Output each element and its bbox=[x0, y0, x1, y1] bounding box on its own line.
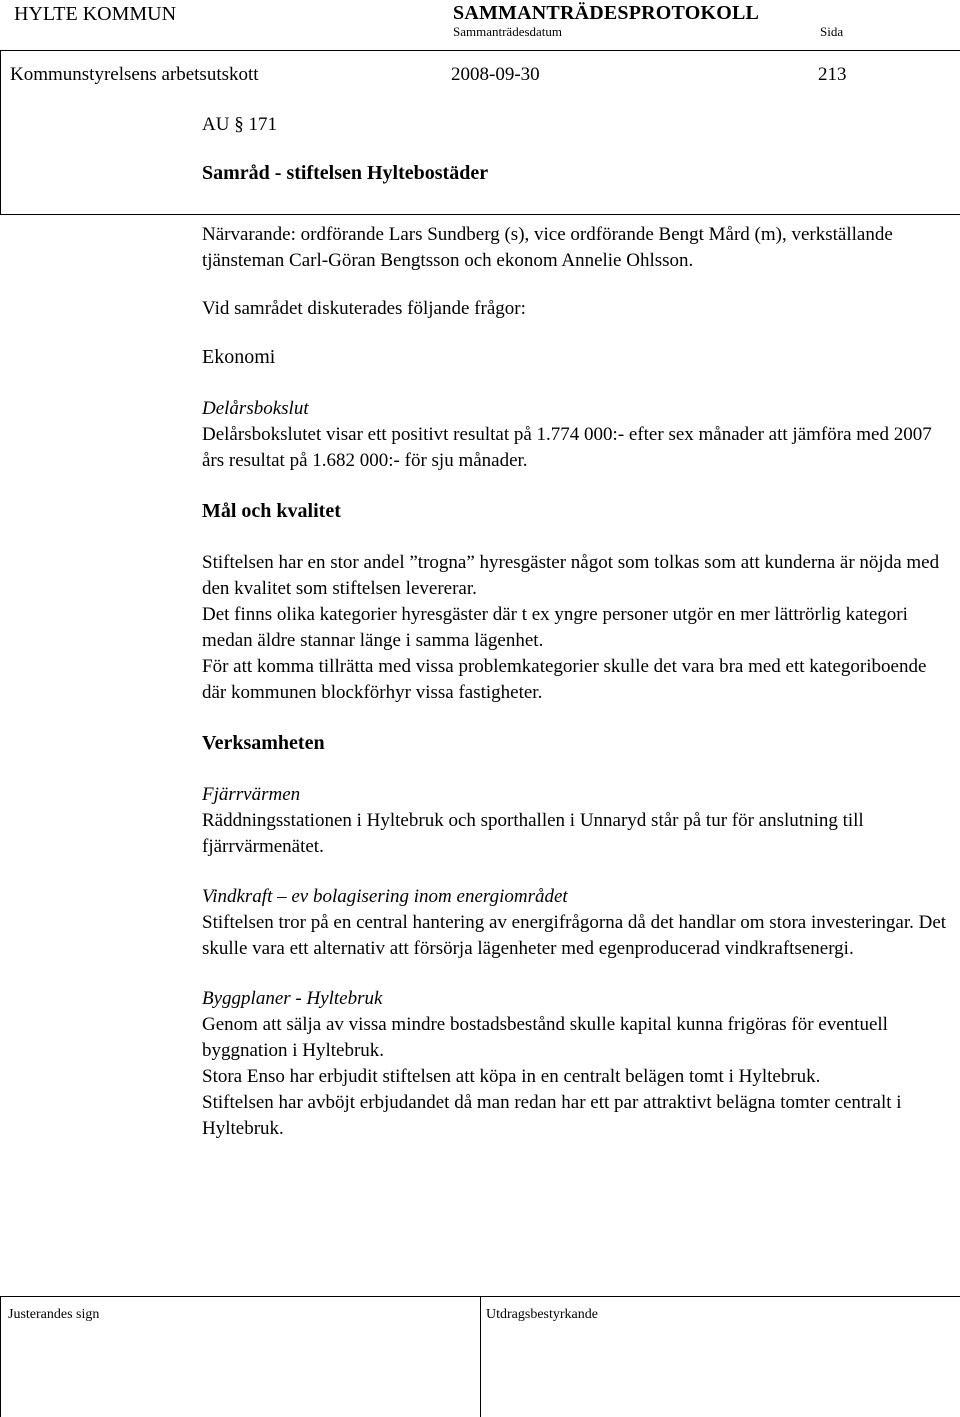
subheading-vindkraft: Vindkraft – ev bolagisering inom energiområdet bbox=[202, 886, 568, 907]
subheading-fjarrvarmen: Fjärrvärmen bbox=[202, 784, 301, 805]
paragraph-delarsbokslut: Delårsbokslutet visar ett positivt resultat på 1.774 000:- efter sex månader att jämföra med 2007 års resultat på 1.682 000:- för sju månader. bbox=[202, 424, 932, 471]
header-rule-top bbox=[0, 50, 960, 51]
footer-divider bbox=[480, 1296, 481, 1417]
paragraph-byggplaner-1: Genom att sälja av vissa mindre bostadsbestånd skulle kapital kunna frigöras för eventuell byggnation i Hyltebruk. bbox=[202, 1014, 888, 1061]
paragraph-vindkraft: Stiftelsen tror på en central hantering av energifrågorna då det handlar om stora investeringar. Det skulle vara ett alternativ att försörja lägenheter med egenproducerad vindkraftsenergi. bbox=[202, 912, 947, 959]
section-heading-verksamheten: Verksamheten bbox=[202, 732, 325, 754]
extract-certification-label: Utdragsbestyrkande bbox=[486, 1307, 598, 1322]
paragraph-byggplaner-2: Stora Enso har erbjudit stiftelsen att köpa in en centralt belägen tomt i Hyltebruk. bbox=[202, 1066, 821, 1087]
left-rule-upper bbox=[0, 50, 1, 214]
paragraph-fjarrvarmen: Räddningsstationen i Hyltebruk och sporthallen i Unnaryd står på tur för anslutning till fjärrvärmenätet. bbox=[202, 810, 864, 857]
organization-name: HYLTE KOMMUN bbox=[14, 3, 177, 25]
item-reference: AU § 171 bbox=[202, 114, 277, 135]
meeting-body: Kommunstyrelsens arbetsutskott bbox=[10, 64, 259, 85]
paragraph-mal-1: Stiftelsen har en stor andel ”trogna” hyresgäster något som tolkas som att kunderna är nöjda med den kvalitet som stiftelsen levererar. bbox=[202, 552, 940, 599]
paragraph-mal-3: För att komma tillrätta med vissa problemkategorier skulle det vara bra med ett kategoriboende där kommunen blockförhyr vissa fastigheter. bbox=[202, 656, 927, 703]
section-heading-mal-kvalitet: Mål och kvalitet bbox=[202, 500, 341, 522]
protocol-content bbox=[202, 112, 950, 1142]
document-type: SAMMANTRÄDESPROTOKOLL bbox=[453, 2, 760, 24]
meeting-date: 2008-09-30 bbox=[451, 64, 540, 85]
subheading-delarsbokslut: Delårsbokslut bbox=[202, 398, 309, 419]
paragraph-byggplaner-3: Stiftelsen har avböjt erbjudandet då man redan har ett par attraktivt belägna tomter centralt i Hyltebruk. bbox=[202, 1092, 902, 1139]
page-number: 213 bbox=[818, 64, 847, 85]
adjuster-signature-label: Justerandes sign bbox=[8, 1307, 100, 1322]
section-heading-ekonomi: Ekonomi bbox=[202, 346, 276, 368]
left-rule-footer bbox=[0, 1296, 1, 1417]
page-label: Sida bbox=[820, 24, 844, 39]
attendees-paragraph: Närvarande: ordförande Lars Sundberg (s), vice ordförande Bengt Mård (m), verkställande tjänsteman Carl-Göran Bengtsson och ekonom Annelie Ohlsson. bbox=[202, 224, 893, 271]
subheading-byggplaner: Byggplaner - Hyltebruk bbox=[202, 988, 383, 1009]
intro-paragraph: Vid samrådet diskuterades följande frågor: bbox=[202, 298, 526, 319]
item-title: Samråd - stiftelsen Hyltebostäder bbox=[202, 162, 489, 184]
meeting-date-label: Sammanträdesdatum bbox=[453, 24, 563, 39]
paragraph-mal-2: Det finns olika kategorier hyresgäster där t ex yngre personer utgör en mer lättrörlig kategori medan äldre stannar länge i samma lägenhet. bbox=[202, 604, 908, 651]
